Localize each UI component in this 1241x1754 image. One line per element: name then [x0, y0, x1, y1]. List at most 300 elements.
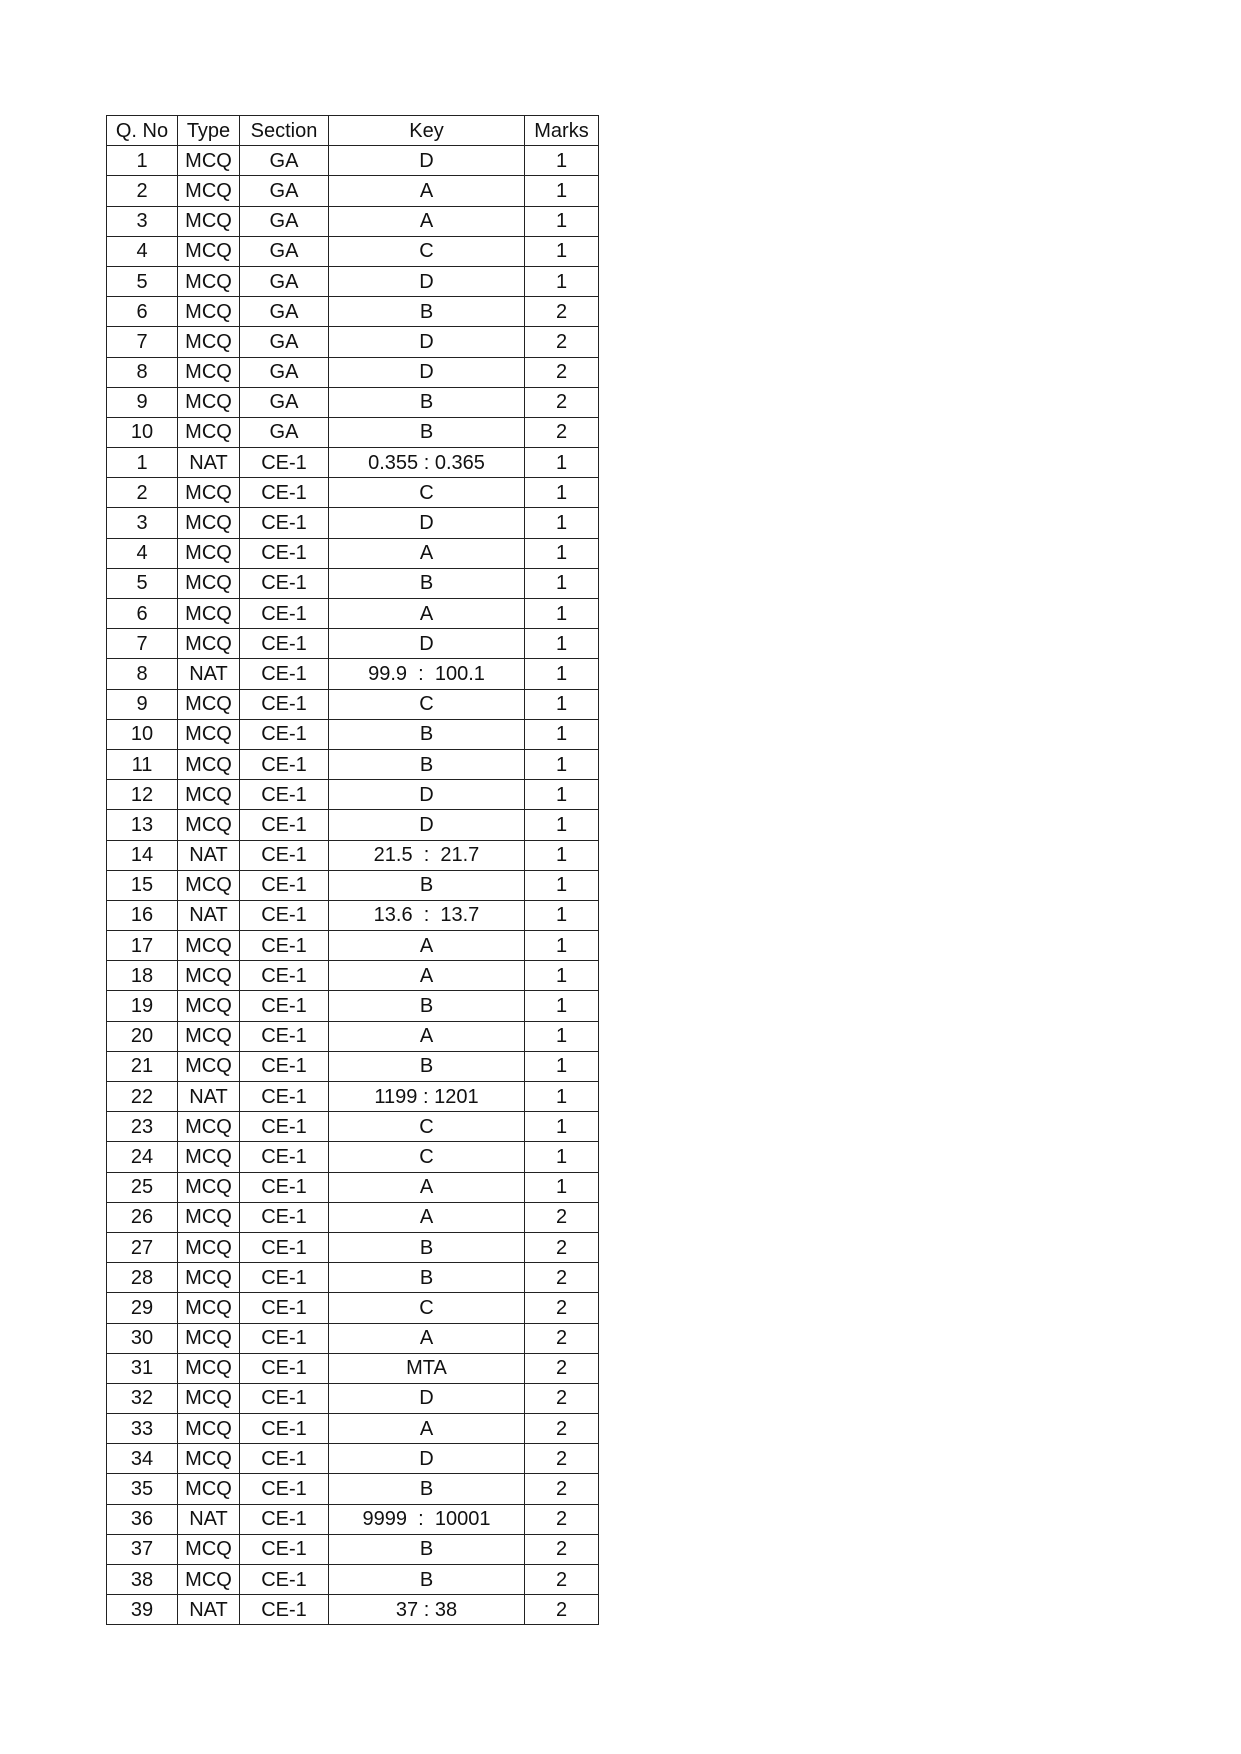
cell-key: B [329, 1565, 525, 1595]
cell-marks: 2 [525, 1595, 599, 1625]
cell-type: MCQ [178, 1232, 240, 1262]
cell-type: MCQ [178, 870, 240, 900]
cell-qno: 16 [107, 900, 178, 930]
cell-qno: 2 [107, 478, 178, 508]
cell-section: CE-1 [240, 1414, 329, 1444]
cell-qno: 1 [107, 448, 178, 478]
cell-key: C [329, 478, 525, 508]
cell-qno: 39 [107, 1595, 178, 1625]
table-row [107, 1112, 599, 1142]
cell-marks: 1 [525, 810, 599, 840]
cell-qno: 20 [107, 1021, 178, 1051]
table-row [107, 1595, 599, 1625]
table-row [107, 1565, 599, 1595]
cell-section: CE-1 [240, 508, 329, 538]
cell-key: MTA [329, 1353, 525, 1383]
table-row [107, 1474, 599, 1504]
table-row [107, 1202, 599, 1232]
table-row [107, 236, 599, 266]
table-row [107, 1293, 599, 1323]
cell-qno: 11 [107, 749, 178, 779]
table-row [107, 870, 599, 900]
cell-key: 1199 : 1201 [329, 1082, 525, 1112]
cell-key: A [329, 1414, 525, 1444]
cell-section: CE-1 [240, 629, 329, 659]
table-header [107, 116, 599, 146]
cell-marks: 1 [525, 689, 599, 719]
cell-section: CE-1 [240, 961, 329, 991]
header-key: Key [329, 116, 525, 146]
cell-section: CE-1 [240, 1202, 329, 1232]
cell-section: CE-1 [240, 1293, 329, 1323]
table-row [107, 448, 599, 478]
cell-type: MCQ [178, 1202, 240, 1232]
header-row [107, 116, 599, 146]
cell-qno: 15 [107, 870, 178, 900]
cell-type: MCQ [178, 1444, 240, 1474]
cell-type: MCQ [178, 1565, 240, 1595]
cell-section: CE-1 [240, 1444, 329, 1474]
table-row [107, 417, 599, 447]
cell-section: GA [240, 357, 329, 387]
cell-type: MCQ [178, 327, 240, 357]
cell-marks: 1 [525, 870, 599, 900]
cell-qno: 4 [107, 538, 178, 568]
cell-type: MCQ [178, 719, 240, 749]
cell-qno: 9 [107, 387, 178, 417]
cell-section: GA [240, 297, 329, 327]
cell-marks: 2 [525, 1353, 599, 1383]
cell-section: CE-1 [240, 689, 329, 719]
cell-qno: 26 [107, 1202, 178, 1232]
cell-qno: 27 [107, 1232, 178, 1262]
cell-section: GA [240, 266, 329, 296]
cell-section: CE-1 [240, 659, 329, 689]
cell-section: CE-1 [240, 599, 329, 629]
table-row [107, 961, 599, 991]
cell-section: CE-1 [240, 478, 329, 508]
cell-qno: 23 [107, 1112, 178, 1142]
cell-marks: 1 [525, 1051, 599, 1081]
cell-section: CE-1 [240, 840, 329, 870]
table-row [107, 266, 599, 296]
cell-marks: 1 [525, 266, 599, 296]
cell-marks: 1 [525, 840, 599, 870]
table-row [107, 1082, 599, 1112]
table-row [107, 1353, 599, 1383]
cell-type: MCQ [178, 1293, 240, 1323]
table-row [107, 1232, 599, 1262]
cell-section: CE-1 [240, 1263, 329, 1293]
table-row [107, 1323, 599, 1353]
cell-section: CE-1 [240, 538, 329, 568]
cell-key: D [329, 1383, 525, 1413]
table-body [107, 146, 599, 1625]
cell-type: MCQ [178, 1474, 240, 1504]
cell-qno: 21 [107, 1051, 178, 1081]
cell-marks: 1 [525, 900, 599, 930]
table-row [107, 659, 599, 689]
cell-qno: 14 [107, 840, 178, 870]
cell-type: MCQ [178, 146, 240, 176]
header-qno: Q. No [107, 116, 178, 146]
cell-qno: 22 [107, 1082, 178, 1112]
cell-key: D [329, 810, 525, 840]
cell-type: MCQ [178, 508, 240, 538]
cell-type: MCQ [178, 629, 240, 659]
cell-qno: 9 [107, 689, 178, 719]
table-row [107, 1383, 599, 1413]
cell-marks: 2 [525, 1444, 599, 1474]
cell-marks: 1 [525, 568, 599, 598]
table-row [107, 206, 599, 236]
cell-marks: 2 [525, 1383, 599, 1413]
cell-key: D [329, 146, 525, 176]
cell-type: MCQ [178, 599, 240, 629]
cell-section: CE-1 [240, 810, 329, 840]
cell-key: 37 : 38 [329, 1595, 525, 1625]
cell-section: CE-1 [240, 870, 329, 900]
cell-key: B [329, 1232, 525, 1262]
cell-key: B [329, 1474, 525, 1504]
cell-type: MCQ [178, 568, 240, 598]
cell-marks: 1 [525, 1112, 599, 1142]
cell-marks: 2 [525, 1474, 599, 1504]
cell-key: A [329, 1202, 525, 1232]
cell-marks: 1 [525, 1082, 599, 1112]
cell-section: GA [240, 146, 329, 176]
cell-section: CE-1 [240, 1142, 329, 1172]
cell-type: MCQ [178, 1142, 240, 1172]
cell-qno: 10 [107, 417, 178, 447]
cell-type: MCQ [178, 1263, 240, 1293]
cell-section: CE-1 [240, 1021, 329, 1051]
cell-key: D [329, 1444, 525, 1474]
cell-marks: 1 [525, 1021, 599, 1051]
cell-marks: 2 [525, 1293, 599, 1323]
cell-key: A [329, 931, 525, 961]
cell-section: CE-1 [240, 991, 329, 1021]
cell-type: MCQ [178, 1051, 240, 1081]
cell-qno: 30 [107, 1323, 178, 1353]
cell-type: MCQ [178, 1112, 240, 1142]
cell-type: MCQ [178, 387, 240, 417]
cell-key: A [329, 1323, 525, 1353]
table-row [107, 478, 599, 508]
cell-type: NAT [178, 659, 240, 689]
cell-section: CE-1 [240, 931, 329, 961]
cell-section: CE-1 [240, 568, 329, 598]
cell-section: GA [240, 417, 329, 447]
cell-type: MCQ [178, 931, 240, 961]
table-row [107, 780, 599, 810]
cell-marks: 1 [525, 1142, 599, 1172]
cell-key: D [329, 266, 525, 296]
cell-qno: 2 [107, 176, 178, 206]
cell-key: 9999 : 10001 [329, 1504, 525, 1534]
cell-qno: 31 [107, 1353, 178, 1383]
cell-marks: 1 [525, 478, 599, 508]
cell-key: 0.355 : 0.365 [329, 448, 525, 478]
cell-section: CE-1 [240, 1051, 329, 1081]
cell-marks: 2 [525, 1202, 599, 1232]
cell-marks: 1 [525, 629, 599, 659]
cell-qno: 12 [107, 780, 178, 810]
cell-qno: 6 [107, 297, 178, 327]
cell-key: A [329, 538, 525, 568]
cell-qno: 33 [107, 1414, 178, 1444]
cell-qno: 29 [107, 1293, 178, 1323]
table-row [107, 840, 599, 870]
cell-qno: 35 [107, 1474, 178, 1504]
table-row [107, 689, 599, 719]
cell-qno: 7 [107, 327, 178, 357]
cell-marks: 1 [525, 538, 599, 568]
cell-section: CE-1 [240, 1565, 329, 1595]
cell-type: MCQ [178, 689, 240, 719]
cell-marks: 1 [525, 236, 599, 266]
cell-section: GA [240, 176, 329, 206]
cell-qno: 18 [107, 961, 178, 991]
cell-section: CE-1 [240, 749, 329, 779]
cell-section: CE-1 [240, 1383, 329, 1413]
cell-type: MCQ [178, 1353, 240, 1383]
cell-key: D [329, 780, 525, 810]
cell-qno: 36 [107, 1504, 178, 1534]
cell-key: C [329, 689, 525, 719]
cell-section: CE-1 [240, 780, 329, 810]
cell-qno: 3 [107, 508, 178, 538]
cell-marks: 1 [525, 1172, 599, 1202]
cell-key: B [329, 1263, 525, 1293]
cell-key: C [329, 1293, 525, 1323]
table-row [107, 749, 599, 779]
table-row [107, 1504, 599, 1534]
cell-type: NAT [178, 900, 240, 930]
cell-qno: 32 [107, 1383, 178, 1413]
cell-qno: 7 [107, 629, 178, 659]
table-row [107, 357, 599, 387]
cell-section: CE-1 [240, 1474, 329, 1504]
cell-type: MCQ [178, 810, 240, 840]
cell-type: MCQ [178, 1172, 240, 1202]
cell-qno: 5 [107, 568, 178, 598]
cell-section: CE-1 [240, 1323, 329, 1353]
cell-marks: 2 [525, 1534, 599, 1564]
cell-marks: 2 [525, 417, 599, 447]
cell-type: MCQ [178, 206, 240, 236]
table-row [107, 931, 599, 961]
cell-key: B [329, 719, 525, 749]
cell-key: 99.9 : 100.1 [329, 659, 525, 689]
cell-key: B [329, 297, 525, 327]
cell-qno: 5 [107, 266, 178, 296]
cell-type: MCQ [178, 1021, 240, 1051]
cell-section: CE-1 [240, 1595, 329, 1625]
cell-section: GA [240, 236, 329, 266]
cell-key: C [329, 236, 525, 266]
cell-type: MCQ [178, 538, 240, 568]
cell-section: GA [240, 387, 329, 417]
cell-section: CE-1 [240, 1504, 329, 1534]
cell-qno: 8 [107, 357, 178, 387]
cell-section: GA [240, 327, 329, 357]
cell-key: A [329, 961, 525, 991]
cell-type: MCQ [178, 176, 240, 206]
cell-marks: 2 [525, 327, 599, 357]
cell-key: B [329, 870, 525, 900]
cell-section: GA [240, 206, 329, 236]
table-row [107, 508, 599, 538]
cell-type: NAT [178, 1082, 240, 1112]
cell-marks: 2 [525, 1323, 599, 1353]
cell-marks: 2 [525, 1263, 599, 1293]
cell-marks: 2 [525, 297, 599, 327]
cell-key: B [329, 417, 525, 447]
table-row [107, 387, 599, 417]
cell-type: MCQ [178, 417, 240, 447]
cell-qno: 24 [107, 1142, 178, 1172]
table-row [107, 327, 599, 357]
cell-marks: 1 [525, 206, 599, 236]
cell-qno: 10 [107, 719, 178, 749]
cell-section: CE-1 [240, 1232, 329, 1262]
cell-qno: 19 [107, 991, 178, 1021]
cell-section: CE-1 [240, 900, 329, 930]
cell-key: D [329, 357, 525, 387]
cell-marks: 1 [525, 146, 599, 176]
cell-type: MCQ [178, 478, 240, 508]
cell-key: 13.6 : 13.7 [329, 900, 525, 930]
cell-qno: 13 [107, 810, 178, 840]
table-row [107, 568, 599, 598]
table-row [107, 1414, 599, 1444]
answer-key-table [106, 115, 599, 1625]
cell-marks: 2 [525, 387, 599, 417]
cell-type: NAT [178, 1504, 240, 1534]
cell-key: C [329, 1142, 525, 1172]
table-row [107, 1444, 599, 1474]
table-row [107, 176, 599, 206]
header-section: Section [240, 116, 329, 146]
cell-key: B [329, 749, 525, 779]
cell-qno: 37 [107, 1534, 178, 1564]
cell-section: CE-1 [240, 719, 329, 749]
cell-key: A [329, 176, 525, 206]
table-row [107, 1142, 599, 1172]
cell-key: B [329, 1051, 525, 1081]
cell-type: MCQ [178, 1414, 240, 1444]
cell-type: MCQ [178, 961, 240, 991]
table-row [107, 297, 599, 327]
cell-qno: 3 [107, 206, 178, 236]
cell-type: MCQ [178, 1323, 240, 1353]
cell-marks: 1 [525, 508, 599, 538]
table-row [107, 1534, 599, 1564]
table-row [107, 629, 599, 659]
cell-type: MCQ [178, 1534, 240, 1564]
cell-qno: 25 [107, 1172, 178, 1202]
cell-key: B [329, 991, 525, 1021]
cell-marks: 2 [525, 1504, 599, 1534]
table-row [107, 1051, 599, 1081]
cell-type: MCQ [178, 357, 240, 387]
cell-type: NAT [178, 840, 240, 870]
cell-key: D [329, 508, 525, 538]
table-row [107, 810, 599, 840]
cell-type: NAT [178, 1595, 240, 1625]
cell-qno: 38 [107, 1565, 178, 1595]
cell-key: 21.5 : 21.7 [329, 840, 525, 870]
table-row [107, 1263, 599, 1293]
cell-marks: 1 [525, 599, 599, 629]
cell-section: CE-1 [240, 1534, 329, 1564]
cell-qno: 34 [107, 1444, 178, 1474]
cell-qno: 17 [107, 931, 178, 961]
table-row [107, 146, 599, 176]
cell-type: MCQ [178, 236, 240, 266]
cell-section: CE-1 [240, 1172, 329, 1202]
cell-type: MCQ [178, 1383, 240, 1413]
cell-section: CE-1 [240, 1082, 329, 1112]
cell-key: D [329, 327, 525, 357]
cell-key: C [329, 1112, 525, 1142]
cell-marks: 1 [525, 719, 599, 749]
cell-key: D [329, 629, 525, 659]
cell-section: CE-1 [240, 1353, 329, 1383]
cell-marks: 2 [525, 357, 599, 387]
table-row [107, 599, 599, 629]
cell-key: A [329, 1021, 525, 1051]
cell-type: NAT [178, 448, 240, 478]
cell-key: B [329, 1534, 525, 1564]
cell-qno: 6 [107, 599, 178, 629]
cell-qno: 8 [107, 659, 178, 689]
cell-qno: 1 [107, 146, 178, 176]
cell-marks: 1 [525, 780, 599, 810]
cell-marks: 1 [525, 176, 599, 206]
cell-marks: 1 [525, 931, 599, 961]
table-row [107, 1172, 599, 1202]
table-row [107, 900, 599, 930]
cell-type: MCQ [178, 780, 240, 810]
cell-marks: 1 [525, 991, 599, 1021]
cell-marks: 1 [525, 448, 599, 478]
table-row [107, 1021, 599, 1051]
cell-type: MCQ [178, 266, 240, 296]
header-type: Type [178, 116, 240, 146]
cell-type: MCQ [178, 749, 240, 779]
cell-marks: 1 [525, 659, 599, 689]
cell-section: CE-1 [240, 448, 329, 478]
cell-marks: 1 [525, 961, 599, 991]
cell-type: MCQ [178, 991, 240, 1021]
cell-section: CE-1 [240, 1112, 329, 1142]
table-row [107, 538, 599, 568]
header-marks: Marks [525, 116, 599, 146]
cell-marks: 2 [525, 1565, 599, 1595]
table-row [107, 991, 599, 1021]
cell-key: A [329, 599, 525, 629]
cell-marks: 2 [525, 1414, 599, 1444]
cell-key: A [329, 206, 525, 236]
cell-marks: 2 [525, 1232, 599, 1262]
cell-marks: 1 [525, 749, 599, 779]
cell-qno: 4 [107, 236, 178, 266]
cell-key: B [329, 568, 525, 598]
table-row [107, 719, 599, 749]
cell-key: B [329, 387, 525, 417]
